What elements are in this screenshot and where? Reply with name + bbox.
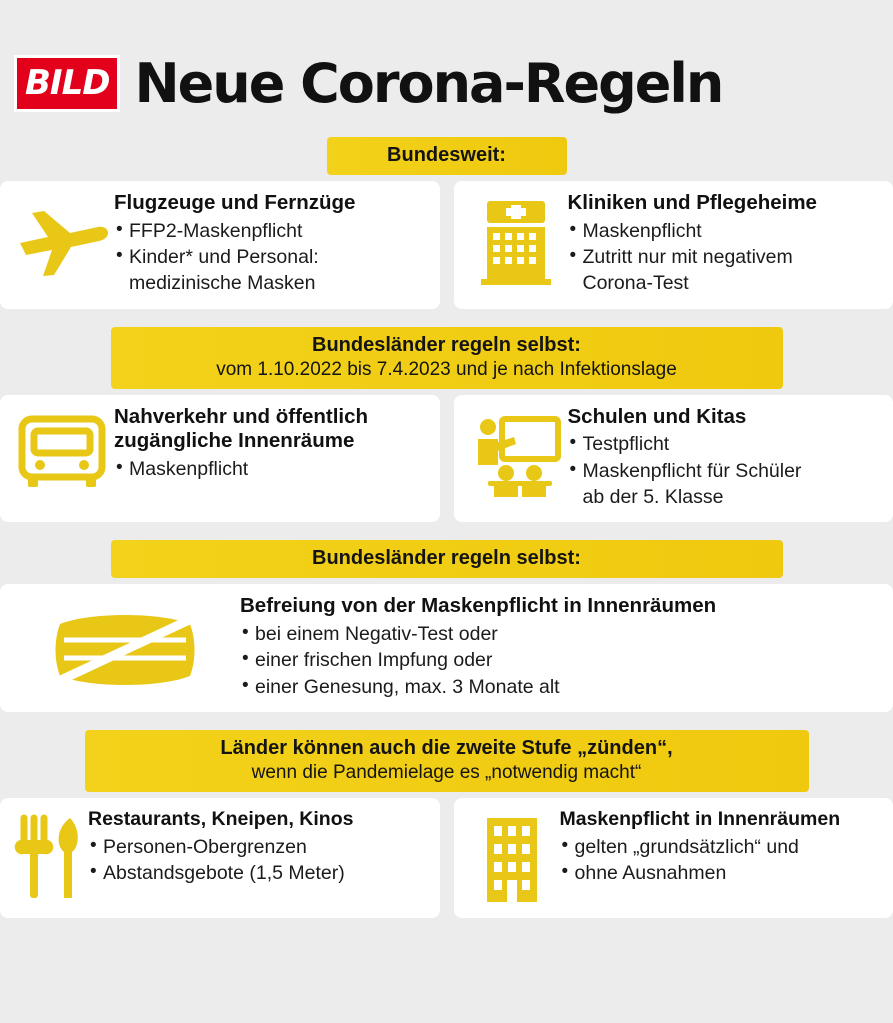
- list-item: • Maskenpflicht: [568, 219, 882, 244]
- list-item: medizinische Masken: [129, 272, 316, 295]
- bild-logo: BILD: [14, 55, 120, 112]
- no-mask-icon: [10, 594, 240, 700]
- cutlery-icon: [10, 808, 88, 900]
- building-icon: [464, 808, 560, 906]
- list-item: • einer frischen Impfung oder: [240, 648, 881, 673]
- list-item: • Maskenpflicht für Schüler: [568, 459, 882, 484]
- card-bullets: [560, 835, 882, 887]
- page-title: Neue Corona-Regeln: [134, 52, 723, 115]
- header: [0, 0, 893, 127]
- section-banner: [111, 327, 783, 389]
- card-bullets: [88, 835, 428, 887]
- list-item: • ohne Ausnahmen: [560, 861, 882, 886]
- card-body: [88, 808, 428, 886]
- banner-sub: vom 1.10.2022 bis 7.4.2023 und je nach Infektionslage: [216, 358, 677, 380]
- card-bullets: [240, 622, 881, 700]
- card-title: Schulen und Kitas: [567, 404, 747, 428]
- list-item: • FFP2-Maskenpflicht: [114, 219, 428, 244]
- banner-wrap: [0, 127, 893, 181]
- banner-wrap: [0, 530, 893, 584]
- banner-main: Bundesweit:: [387, 144, 506, 166]
- card-title: Restaurants, Kneipen, Kinos: [88, 808, 354, 831]
- card-title: Maskenpflicht in Innenräumen: [559, 808, 841, 831]
- card-title: Flugzeuge und Fernzüge: [114, 191, 356, 214]
- section-banner: [111, 540, 783, 578]
- section-zweite-stufe: [0, 720, 893, 926]
- card-row: [0, 798, 893, 918]
- card-bullets: [568, 432, 882, 510]
- list-item: ab der 5. Klasse: [582, 485, 724, 508]
- list-item: Corona-Test: [582, 272, 689, 295]
- card-body: [560, 808, 882, 886]
- card-nahverkehr: [0, 395, 440, 523]
- card-maskenpflicht-innenraeume: [454, 798, 893, 918]
- list-item: • einer Genesung, max. 3 Monate alt: [240, 675, 881, 700]
- card-body: [114, 191, 428, 297]
- banner-main: Länder können auch die zweite Stufe „zünden“,: [220, 737, 673, 760]
- card-kliniken: [454, 181, 893, 309]
- list-item: • Abstandsgebote (1,5 Meter): [88, 861, 428, 886]
- list-item: • Kinder* und Personal:: [114, 245, 428, 270]
- card-bullets: [114, 457, 428, 482]
- card-bullets: [114, 219, 428, 297]
- card-title: Befreiung von der Maskenpflicht in Innenräumen: [240, 594, 717, 618]
- card-restaurants: [0, 798, 440, 918]
- card-schulen: [454, 395, 893, 523]
- section-bundeslaender-1: [0, 317, 893, 531]
- teacher-classroom-icon: [464, 405, 568, 503]
- bus-icon: [10, 405, 114, 491]
- card-flugzeuge: [0, 181, 440, 309]
- card-body: [114, 405, 428, 483]
- section-bundesweit: [0, 127, 893, 317]
- list-item: • Personen-Obergrenzen: [88, 835, 428, 860]
- card-bullets: [568, 219, 882, 297]
- banner-main: Bundesländer regeln selbst:: [312, 333, 581, 356]
- section-banner: [85, 730, 809, 792]
- card-row: [0, 181, 893, 309]
- card-title: Kliniken und Pflegeheime: [567, 191, 817, 214]
- card-title: Nahverkehr und öffentlich zugängliche Innenräume: [114, 404, 369, 453]
- list-item: • Zutritt nur mit negativem: [568, 245, 882, 270]
- section-bundeslaender-2: [0, 530, 893, 720]
- banner-wrap: [0, 317, 893, 395]
- airplane-icon: [10, 191, 114, 281]
- card-body: [568, 191, 882, 297]
- banner-wrap: [0, 720, 893, 798]
- section-banner: [327, 137, 567, 175]
- banner-main: Bundesländer regeln selbst:: [312, 547, 581, 570]
- card-befreiung: [0, 584, 893, 712]
- banner-sub: wenn die Pandemielage es „notwendig macht“: [251, 762, 642, 784]
- hospital-icon: [464, 191, 568, 287]
- card-row: [0, 584, 893, 712]
- list-item: • gelten „grundsätzlich“ und: [560, 835, 882, 860]
- card-body: [568, 405, 882, 511]
- card-row: [0, 395, 893, 523]
- list-item: • bei einem Negativ-Test oder: [240, 622, 881, 647]
- list-item: • Testpflicht: [568, 432, 882, 457]
- card-body: [240, 594, 881, 700]
- list-item: • Maskenpflicht: [114, 457, 428, 482]
